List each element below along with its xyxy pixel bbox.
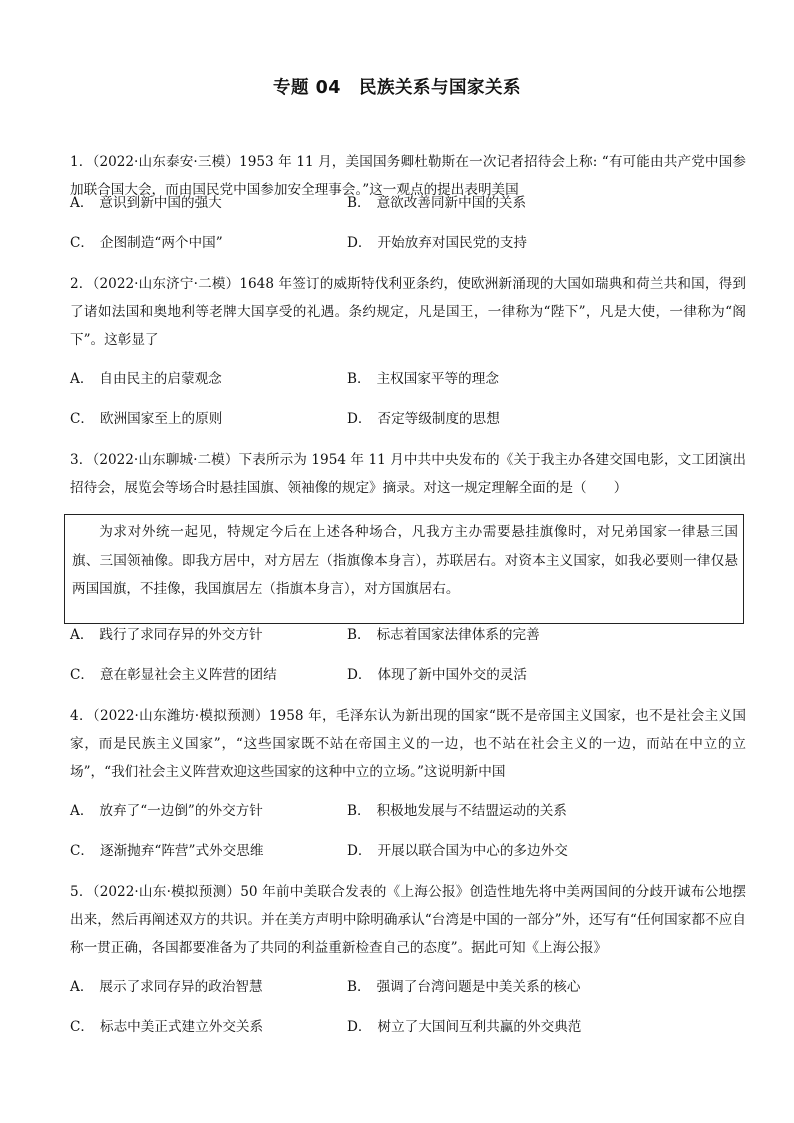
question-2-option-b[interactable]: B． 主权国家平等的理念	[347, 371, 499, 387]
question-3-stem: 3．（2022·山东聊城·二模）下表所示为 1954 年 11 月中共中央发布的《关于我主办各建交国电影，文工团演出招待会，展览会等场合时悬挂国旗、领袖像的规定》摘录。对这一规定理解全面的是（ ）	[70, 452, 746, 496]
page-title: 专题 04 民族关系与国家关系	[273, 78, 521, 98]
question-5-stem: 5．（2022·山东·模拟预测）50 年前中美联合发表的《上海公报》创造性地先将中美两国间的分歧开诚布公地摆出来，然后再阐述双方的共识。并在美方声明中除明确承认“台湾是中国的一部分”外，还写有“任何国家都不应自称一贯正确，各国都要准备为了共同的利益重新检查自己的态度”。据此可知《上海公报》	[70, 884, 746, 956]
question-1-option-c[interactable]: C． 企图制造“两个中国”	[70, 235, 223, 251]
question-4-option-c[interactable]: C． 逐渐抛弃“阵营”式外交思维	[70, 843, 264, 859]
question-5-option-d[interactable]: D． 树立了大国间互利共赢的外交典范	[347, 1019, 582, 1035]
question-1-option-d[interactable]: D． 开始放弃对国民党的支持	[347, 235, 528, 251]
question-3-option-c[interactable]: C． 意在彰显社会主义阵营的团结	[70, 667, 277, 683]
quote-text: 为求对外统一起见，特规定今后在上述各种场合，凡我方主办需要悬挂旗像时，对兄弟国家一律悬三国旗、三国领袖像。即我方居中，对方居左（指旗像本身言），苏联居右。对资本主义国家，如我必要则一律仅悬两国国旗，不挂像，我国旗居左（指旗本身言），对方国旗居右。	[72, 524, 738, 597]
question-2-option-a[interactable]: A． 自由民主的启蒙观念	[70, 371, 222, 387]
question-3-option-d[interactable]: D． 体现了新中国外交的灵活	[347, 667, 528, 683]
question-4-option-d[interactable]: D． 开展以联合国为中心的多边外交	[347, 843, 568, 859]
question-3-option-a[interactable]: A． 践行了求同存异的外交方针	[70, 627, 263, 643]
quote-box	[64, 514, 744, 624]
question-4-stem: 4．（2022·山东潍坊·模拟预测）1958 年，毛泽东认为新出现的国家“既不是帝国主义国家，也不是社会主义国家，而是民族主义国家”，“这些国家既不站在帝国主义的一边，也不站在社会主义的一边，而站在中立的立场”，“我们社会主义阵营欢迎这些国家的这种中立的立场。”这说明新中国	[70, 708, 746, 780]
question-5-option-b[interactable]: B． 强调了台湾问题是中美关系的核心	[347, 979, 581, 995]
question-1-stem: 1．（2022·山东泰安·三模）1953 年 11 月，美国国务卿杜勒斯在一次记者招待会上称: “有可能由共产党中国参加联合国大会，而由国民党中国参加安全理事会。”这一观点的提出表明美国	[70, 154, 746, 198]
question-2-stem: 2．（2022·山东济宁·二模）1648 年签订的威斯特伐利亚条约，使欧洲新涌现的大国如瑞典和荷兰共和国，得到了诸如法国和奥地利等老牌大国享受的礼遇。条约规定，凡是国王，一律称为“陛下”，凡是大使，一律称为“阁下”。这彰显了	[70, 276, 746, 348]
question-3-option-b[interactable]: B． 标志着国家法律体系的完善	[347, 627, 540, 643]
question-1-option-a[interactable]: A． 意识到新中国的强大	[70, 195, 222, 211]
question-2-option-c[interactable]: C． 欧洲国家至上的原则	[70, 411, 223, 427]
question-2-option-d[interactable]: D． 否定等级制度的思想	[347, 411, 500, 427]
question-4-option-b[interactable]: B． 积极地发展与不结盟运动的关系	[347, 803, 567, 819]
question-5-option-a[interactable]: A． 展示了求同存异的政治智慧	[70, 979, 263, 995]
question-5-option-c[interactable]: C． 标志中美正式建立外交关系	[70, 1019, 264, 1035]
question-1-option-b[interactable]: B． 意欲改善同新中国的关系	[347, 195, 527, 211]
question-4-option-a[interactable]: A． 放弃了“一边倒”的外交方针	[70, 803, 263, 819]
